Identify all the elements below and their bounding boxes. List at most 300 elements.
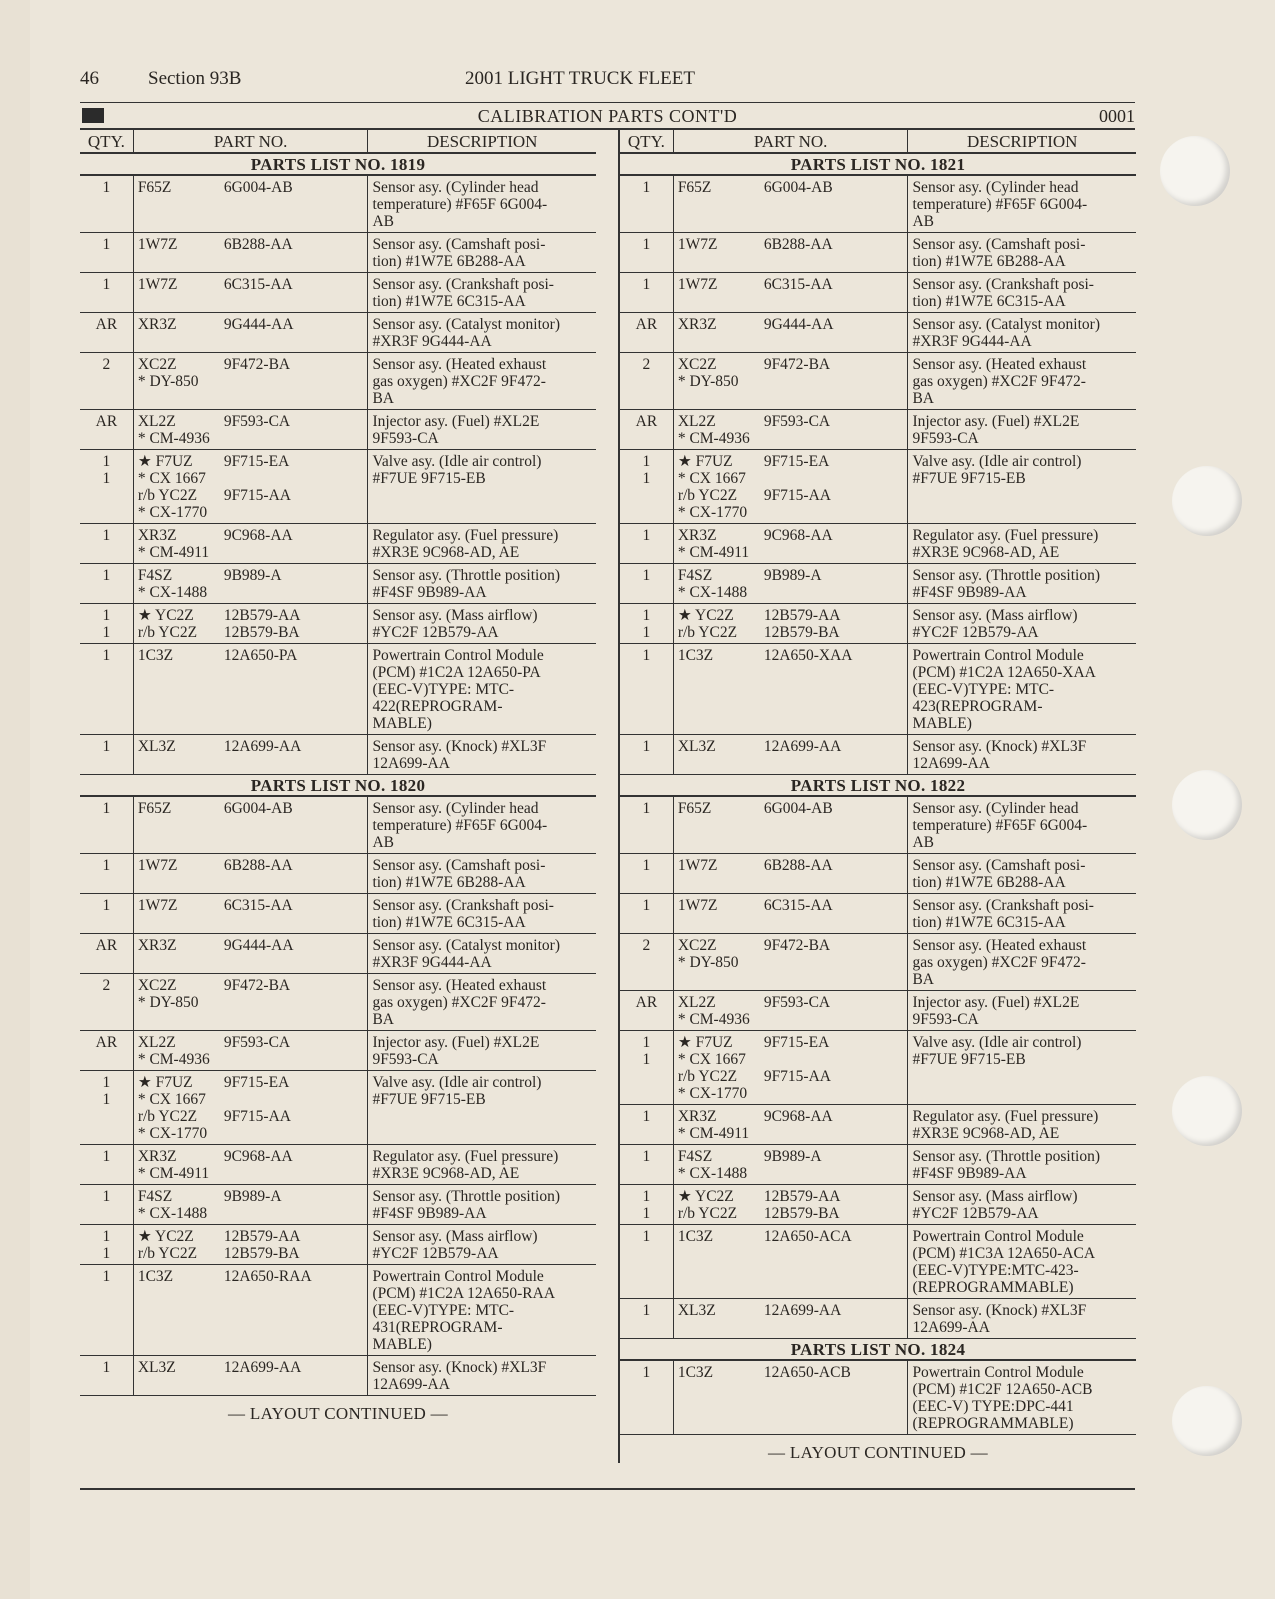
part-prefix: 1C3Z [677, 647, 714, 664]
table-row [80, 1185, 596, 1225]
part-prefix: ★ F7UZ [137, 453, 193, 470]
description-line: gas oxygen) #XC2F 9F472- [372, 373, 546, 390]
part-base: 9C968-AA [763, 1108, 833, 1125]
qty-cell [80, 1185, 133, 1225]
part-prefix: XR3Z [137, 937, 177, 954]
qty-value: 1 [102, 527, 111, 544]
part-number-cell [133, 410, 368, 450]
part-prefix: * CM-4911 [677, 1125, 750, 1142]
part-prefix: XR3Z [677, 527, 717, 544]
layout-continued-left: — LAYOUT CONTINUED — [228, 1404, 448, 1423]
part-base: 9B989-A [763, 567, 822, 584]
qty-value: 1 [642, 624, 651, 641]
description-cell [908, 410, 1136, 450]
part-number-line [138, 977, 364, 994]
description-line: Injector asy. (Fuel) #XL2E [372, 413, 540, 430]
part-number-line [138, 1034, 364, 1051]
qty-value: 1 [642, 607, 651, 624]
qty-value: 1 [642, 897, 651, 914]
description-line: tion) #1W7E 6C315-AA [912, 914, 1066, 931]
qty-value: 1 [102, 1359, 111, 1376]
description-line: Sensor asy. (Catalyst monitor) [912, 316, 1100, 333]
part-prefix: 1W7Z [137, 236, 178, 253]
qty-cell [620, 175, 673, 233]
description-cell [908, 854, 1136, 894]
part-prefix: XR3Z [137, 316, 177, 333]
right-table-body [620, 153, 1136, 1435]
part-prefix: XL2Z [677, 994, 716, 1011]
qty-cell [620, 1225, 673, 1299]
part-prefix: 1W7Z [137, 857, 178, 874]
part-number-cell [133, 1071, 368, 1145]
description-cell [908, 233, 1136, 273]
part-number-line [138, 1228, 364, 1245]
part-base: 9F715-AA [763, 1068, 831, 1085]
description-header: DESCRIPTION [908, 130, 1136, 153]
part-prefix: ★ YC2Z [677, 607, 734, 624]
part-prefix: 1W7Z [677, 857, 718, 874]
part-number-cell [673, 991, 908, 1031]
part-prefix: * CX-1488 [137, 1205, 208, 1222]
table-row [620, 604, 1136, 644]
description-line: BA [372, 390, 394, 407]
qty-value: 1 [102, 236, 111, 253]
part-number-line [138, 356, 364, 373]
qty-cell [80, 564, 133, 604]
qty-cell [620, 450, 673, 524]
qty-cell [620, 1145, 673, 1185]
part-number-cell [673, 1225, 908, 1299]
description-line: Sensor asy. (Crankshaft posi- [372, 897, 554, 914]
qty-value: 1 [642, 1051, 651, 1068]
table-row [80, 1356, 596, 1396]
part-prefix: r/b YC2Z [137, 1245, 198, 1262]
table-row [620, 1225, 1136, 1299]
description-cell [368, 1071, 596, 1145]
part-prefix: 1W7Z [677, 236, 718, 253]
part-number-cell [673, 894, 908, 934]
table-row [620, 313, 1136, 353]
part-number-cell [133, 273, 368, 313]
part-number-line [138, 857, 364, 874]
description-line: MABLE) [372, 1336, 432, 1353]
description-cell [368, 796, 596, 854]
part-prefix: 1C3Z [137, 1268, 174, 1285]
qty-cell [80, 175, 133, 233]
part-number-cell [133, 450, 368, 524]
part-prefix: XC2Z [137, 977, 177, 994]
binder-hole-icon [1160, 136, 1230, 206]
description-line: Sensor asy. (Throttle position) [372, 567, 560, 584]
table-row [80, 934, 596, 974]
part-number-line [678, 430, 904, 447]
qty-value: 1 [642, 1188, 651, 1205]
table-row [80, 233, 596, 273]
part-prefix: * CM-4911 [677, 544, 750, 561]
part-prefix: * CX-1488 [137, 584, 208, 601]
qty-value: AR [95, 316, 118, 333]
description-line: #F7UE 9F715-EB [372, 470, 486, 487]
table-row [80, 410, 596, 450]
part-number-cell [673, 796, 908, 854]
description-line: temperature) #F65F 6G004- [372, 817, 548, 834]
qty-cell [80, 353, 133, 410]
description-line: temperature) #F65F 6G004- [912, 817, 1088, 834]
part-number-line [138, 567, 364, 584]
table-row [80, 735, 596, 775]
part-number-line [138, 1148, 364, 1165]
column-header-row [80, 130, 596, 153]
description-line: AB [372, 213, 394, 230]
qty-value: 1 [102, 1268, 111, 1285]
table-row [620, 894, 1136, 934]
part-number-line [138, 584, 364, 601]
part-base: 12A699-AA [763, 738, 842, 755]
part-prefix: * CM-4936 [137, 1051, 210, 1068]
table-row [620, 644, 1136, 735]
left-table-body [80, 153, 596, 1396]
part-prefix: * DY-850 [677, 954, 739, 971]
part-number-line [678, 1165, 904, 1182]
part-base: 6G004-AB [223, 800, 293, 817]
part-base: 9F715-AA [763, 487, 831, 504]
description-line: Sensor asy. (Camshaft posi- [372, 857, 546, 874]
part-number-line [138, 1165, 364, 1182]
part-number-line [138, 487, 364, 504]
description-cell [908, 273, 1136, 313]
description-line: #F7UE 9F715-EB [912, 470, 1026, 487]
description-line: Injector asy. (Fuel) #XL2E [912, 413, 1080, 430]
parts-list-header [80, 153, 596, 175]
part-number-line [138, 897, 364, 914]
description-cell [368, 1145, 596, 1185]
description-line: #YC2F 12B579-AA [912, 624, 1039, 641]
qty-value: 1 [642, 1148, 651, 1165]
description-line: (EEC-V)TYPE: MTC- [372, 681, 515, 698]
description-cell [368, 854, 596, 894]
qty-value: 1 [642, 236, 651, 253]
description-line: Sensor asy. (Camshaft posi- [912, 236, 1086, 253]
description-line: BA [372, 1011, 394, 1028]
qty-cell [80, 796, 133, 854]
part-number-cell [133, 735, 368, 775]
qty-cell [80, 524, 133, 564]
part-prefix: 1W7Z [137, 897, 178, 914]
description-cell [368, 273, 596, 313]
description-line: gas oxygen) #XC2F 9F472- [372, 994, 546, 1011]
parts-list-title: PARTS LIST NO. 1822 [620, 775, 1136, 797]
qty-cell [80, 1356, 133, 1396]
part-base: 9G444-AA [223, 316, 294, 333]
parts-list-header [620, 775, 1136, 797]
part-base: 12A699-AA [223, 1359, 302, 1376]
part-number-cell [133, 1356, 368, 1396]
description-line: #YC2F 12B579-AA [912, 1205, 1039, 1222]
qty-value: 1 [102, 624, 111, 641]
part-number-cell [133, 796, 368, 854]
part-base: 9C968-AA [763, 527, 833, 544]
part-prefix: ★ F7UZ [137, 1074, 193, 1091]
part-number-line [138, 470, 364, 487]
description-line: gas oxygen) #XC2F 9F472- [912, 954, 1086, 971]
description-line: Sensor asy. (Throttle position) [912, 567, 1100, 584]
description-line: 12A699-AA [912, 755, 990, 772]
parts-list-header [80, 775, 596, 797]
part-prefix: * CM-4911 [137, 1165, 210, 1182]
part-base: 9B989-A [763, 1148, 822, 1165]
qty-cell [620, 313, 673, 353]
description-line: tion) #1W7E 6B288-AA [372, 253, 526, 270]
qty-value: 1 [102, 470, 111, 487]
description-cell [368, 1031, 596, 1071]
description-line: Sensor asy. (Camshaft posi- [372, 236, 546, 253]
qty-value: 1 [102, 1228, 111, 1245]
part-number-line [138, 236, 364, 253]
qty-cell [80, 854, 133, 894]
part-number-cell [673, 1105, 908, 1145]
description-line: 423(REPROGRAM- [912, 698, 1043, 715]
qty-value: 1 [102, 607, 111, 624]
part-prefix: ★ F7UZ [677, 1034, 733, 1051]
part-base: 9C968-AA [223, 527, 293, 544]
table-row [80, 974, 596, 1031]
description-line: #XR3F 9G444-AA [372, 954, 492, 971]
binder-hole-icon [1172, 466, 1242, 536]
part-number-line [678, 1188, 904, 1205]
table-row [80, 450, 596, 524]
description-cell [908, 313, 1136, 353]
part-number-line [138, 994, 364, 1011]
part-prefix: XL2Z [677, 413, 716, 430]
description-line: Sensor asy. (Crankshaft posi- [912, 276, 1094, 293]
part-prefix: XL3Z [137, 738, 176, 755]
description-line: BA [912, 971, 934, 988]
part-number-line [138, 453, 364, 470]
description-cell [908, 1105, 1136, 1145]
qty-cell [80, 1071, 133, 1145]
part-prefix: * DY-850 [137, 373, 199, 390]
part-prefix: F65Z [677, 179, 712, 196]
description-cell [908, 1225, 1136, 1299]
description-cell [908, 1145, 1136, 1185]
qty-cell [80, 313, 133, 353]
part-number-line [138, 1268, 364, 1285]
part-number-line [138, 413, 364, 430]
table-row [620, 1145, 1136, 1185]
description-line: Sensor asy. (Throttle position) [372, 1188, 560, 1205]
part-base: 9F593-CA [763, 994, 831, 1011]
part-number-line [678, 1228, 904, 1245]
part-number-line [138, 1108, 364, 1125]
description-cell [908, 604, 1136, 644]
part-base: 6C315-AA [763, 897, 833, 914]
part-number-cell [133, 644, 368, 735]
part-number-cell [133, 313, 368, 353]
part-number-line [678, 1011, 904, 1028]
description-cell [908, 991, 1136, 1031]
part-number-cell [133, 974, 368, 1031]
part-number-cell [673, 233, 908, 273]
description-line: (PCM) #1C3A 12A650-ACA [912, 1245, 1096, 1262]
description-line: Sensor asy. (Throttle position) [912, 1148, 1100, 1165]
layout-continued-right: — LAYOUT CONTINUED — [768, 1443, 988, 1462]
description-line: Powertrain Control Module [372, 1268, 544, 1285]
qty-value: 1 [642, 1034, 651, 1051]
page-number: 46 [80, 68, 99, 89]
description-line: Sensor asy. (Camshaft posi- [912, 857, 1086, 874]
part-number-cell [133, 353, 368, 410]
part-prefix: r/b YC2Z [677, 487, 738, 504]
part-base: 6G004-AB [763, 179, 833, 196]
part-number-line [138, 1125, 364, 1142]
part-base: 9F715-EA [223, 1074, 290, 1091]
part-number-line [678, 1034, 904, 1051]
part-number-line [138, 504, 364, 521]
description-line: Sensor asy. (Catalyst monitor) [372, 937, 560, 954]
part-prefix: r/b YC2Z [137, 487, 198, 504]
part-number-cell [673, 735, 908, 775]
qty-cell [620, 524, 673, 564]
part-number-cell [673, 353, 908, 410]
part-prefix: r/b YC2Z [137, 1108, 198, 1125]
qty-cell [620, 273, 673, 313]
description-line: Sensor asy. (Crankshaft posi- [372, 276, 554, 293]
description-line: tion) #1W7E 6C315-AA [912, 293, 1066, 310]
part-prefix: 1C3Z [677, 1364, 714, 1381]
description-cell [908, 894, 1136, 934]
description-line: #F4SF 9B989-AA [372, 1205, 487, 1222]
part-base: 9F715-EA [763, 1034, 830, 1051]
qty-cell [620, 353, 673, 410]
part-number-cell [673, 854, 908, 894]
description-cell [368, 974, 596, 1031]
table-row [620, 934, 1136, 991]
description-cell [908, 524, 1136, 564]
description-line: gas oxygen) #XC2F 9F472- [912, 373, 1086, 390]
description-cell [368, 1265, 596, 1356]
description-line: Sensor asy. (Mass airflow) [912, 1188, 1078, 1205]
qty-cell [620, 894, 673, 934]
description-line: MABLE) [372, 715, 432, 732]
part-number-line [678, 567, 904, 584]
part-base: 6G004-AB [763, 800, 833, 817]
description-line: Regulator asy. (Fuel pressure) [372, 1148, 559, 1165]
qty-cell [620, 1299, 673, 1339]
description-line: (REPROGRAMMABLE) [912, 1279, 1074, 1296]
part-base: 12A650-PA [223, 647, 298, 664]
description-line: tion) #1W7E 6B288-AA [372, 874, 526, 891]
part-base: 12A699-AA [223, 738, 302, 755]
qty-value: 2 [642, 937, 651, 954]
description-line: (EEC-V)TYPE: MTC- [912, 681, 1055, 698]
description-line: (EEC-V)TYPE: MTC- [372, 1302, 515, 1319]
description-line: Valve asy. (Idle air control) [912, 453, 1082, 470]
parts-table-left [80, 130, 596, 1396]
table-row [80, 313, 596, 353]
part-number-cell [673, 524, 908, 564]
description-line: Powertrain Control Module [912, 1364, 1084, 1381]
description-cell [368, 564, 596, 604]
description-line: Sensor asy. (Mass airflow) [372, 1228, 538, 1245]
description-line: #YC2F 12B579-AA [372, 624, 499, 641]
description-cell [908, 1299, 1136, 1339]
part-number-line [678, 1051, 904, 1068]
part-number-line [678, 624, 904, 641]
description-line: #F7UE 9F715-EB [912, 1051, 1026, 1068]
part-base: 9F472-BA [763, 356, 831, 373]
part-prefix: * DY-850 [137, 994, 199, 1011]
banner-title: CALIBRATION PARTS CONT'D [477, 106, 738, 126]
part-number-cell [673, 1185, 908, 1225]
qty-cell [620, 854, 673, 894]
part-number-cell [133, 1145, 368, 1185]
qty-cell [80, 1265, 133, 1356]
qty-value: 1 [642, 738, 651, 755]
qty-cell [80, 735, 133, 775]
part-number-line [678, 1085, 904, 1102]
description-cell [908, 353, 1136, 410]
part-prefix: * CX-1770 [677, 1085, 748, 1102]
part-base: 9B989-A [223, 1188, 282, 1205]
table-row [620, 735, 1136, 775]
description-line: #F4SF 9B989-AA [912, 584, 1027, 601]
part-base: 9F593-CA [763, 413, 831, 430]
part-prefix: * DY-850 [677, 373, 739, 390]
part-number-line [678, 800, 904, 817]
part-base: 6G004-AB [223, 179, 293, 196]
part-number-cell [133, 894, 368, 934]
part-prefix: F65Z [137, 800, 172, 817]
part-number-cell [133, 854, 368, 894]
part-prefix: F4SZ [677, 567, 713, 584]
part-number-cell [673, 564, 908, 604]
description-line: Injector asy. (Fuel) #XL2E [372, 1034, 540, 1051]
qty-value: 1 [642, 276, 651, 293]
qty-value: 1 [102, 567, 111, 584]
part-base: 12A650-ACB [763, 1364, 851, 1381]
part-number-line [678, 857, 904, 874]
table-row [80, 1265, 596, 1356]
part-number-cell [673, 1360, 908, 1435]
description-line: 12A699-AA [912, 1319, 990, 1336]
qty-value: 1 [642, 527, 651, 544]
description-line: Sensor asy. (Catalyst monitor) [372, 316, 560, 333]
description-line: Sensor asy. (Cylinder head [912, 800, 1079, 817]
description-line: #F4SF 9B989-AA [372, 584, 487, 601]
part-number-line [678, 738, 904, 755]
part-prefix: XL2Z [137, 413, 176, 430]
part-prefix: 1W7Z [137, 276, 178, 293]
part-prefix: F65Z [677, 800, 712, 817]
part-number-cell [133, 233, 368, 273]
part-base: 12B579-BA [763, 1205, 840, 1222]
table-row [80, 604, 596, 644]
part-number-cell [673, 175, 908, 233]
part-number-cell [133, 175, 368, 233]
description-line: 9F593-CA [372, 430, 439, 447]
qty-value: 1 [102, 453, 111, 470]
qty-value: 1 [642, 857, 651, 874]
part-prefix: XR3Z [137, 527, 177, 544]
description-line: 431(REPROGRAM- [372, 1319, 503, 1336]
part-prefix: F4SZ [677, 1148, 713, 1165]
part-prefix: XL3Z [137, 1359, 176, 1376]
qty-cell [80, 1031, 133, 1071]
table-row [620, 233, 1136, 273]
description-cell [368, 233, 596, 273]
qty-cell [80, 450, 133, 524]
description-line: #XR3E 9C968-AD, AE [372, 544, 520, 561]
